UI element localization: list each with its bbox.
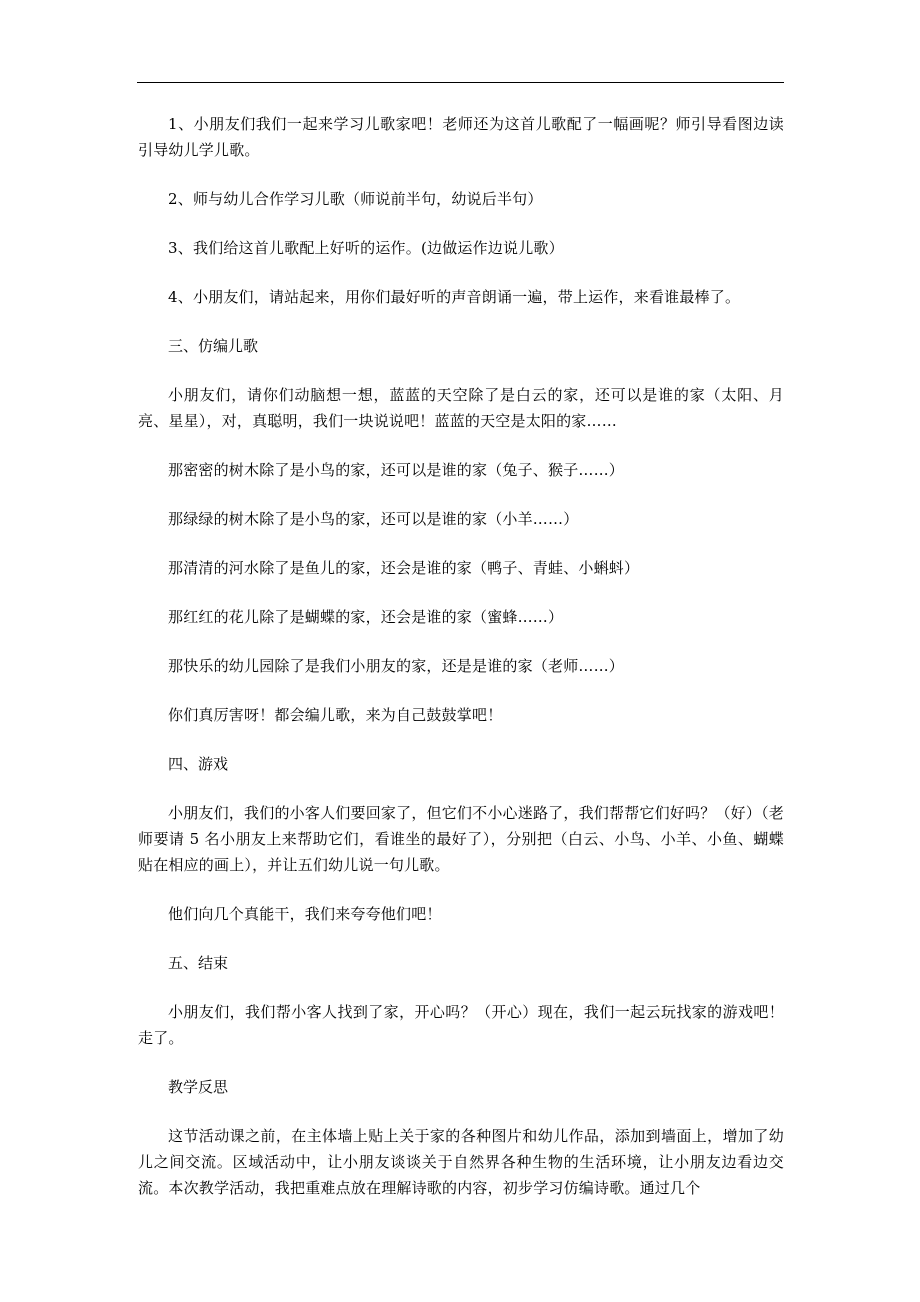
imitation-line-trees-dense: 那密密的树木除了是小鸟的家，还可以是谁的家（兔子、猴子……） bbox=[168, 461, 625, 479]
document-body bbox=[138, 111, 784, 1224]
imitation-line-trees-green: 那绿绿的树木除了是小鸟的家，还可以是谁的家（小羊……） bbox=[168, 510, 579, 528]
game-praise-paragraph: 他们向几个真能干，我们来夸夸他们吧！ bbox=[168, 905, 442, 923]
step-1-paragraph: 1、小朋友们我们一起来学习儿歌家吧！老师还为这首儿歌配了一幅画呢？师引导看图边读引导幼儿学儿歌。 bbox=[138, 115, 784, 159]
ending-paragraph: 小朋友们，我们帮小客人找到了家，开心吗？（开心）现在，我们一起云玩找家的游戏吧！走了。 bbox=[138, 1003, 784, 1047]
game-paragraph: 小朋友们，我们的小客人们要回家了，但它们不小心迷路了，我们帮帮它们好吗？（好）（老师要请 5 名小朋友上来帮助它们，看谁坐的最好了），分别把（白云、小鸟、小羊、小鱼、蝴蝶贴在相应的画上），并让五们幼儿说一句儿歌。 bbox=[138, 804, 784, 874]
imitation-line-river: 那清清的河水除了是鱼儿的家，还会是谁的家（鸭子、青蛙、小蝌蚪） bbox=[168, 559, 640, 577]
step-4-paragraph: 4、小朋友们，请站起来，用你们最好听的声音朗诵一遍，带上运作，来看谁最棒了。 bbox=[168, 288, 741, 306]
section-heading-5: 五、结束 bbox=[168, 954, 229, 972]
step-3-paragraph: 3、我们给这首儿歌配上好听的运作。(边做运作边说儿歌） bbox=[168, 239, 564, 257]
imitation-line-flowers: 那红红的花儿除了是蝴蝶的家，还会是谁的家（蜜蜂……） bbox=[168, 608, 564, 626]
header-rule bbox=[137, 82, 784, 83]
reflection-heading: 教学反思 bbox=[168, 1078, 229, 1096]
reflection-paragraph: 这节活动课之前，在主体墙上贴上关于家的各种图片和幼儿作品，添加到墙面上，增加了幼儿之间交流。区域活动中，让小朋友谈谈关于自然界各种生物的生活环境，让小朋友边看边交流。本次教学活动，我把重难点放在理解诗歌的内容，初步学习仿编诗歌。通过几个 bbox=[138, 1127, 784, 1197]
section-heading-4: 四、游戏 bbox=[168, 755, 229, 773]
step-2-paragraph: 2、师与幼儿合作学习儿歌（师说前半句，幼说后半句） bbox=[168, 190, 543, 208]
praise-paragraph: 你们真厉害呀！都会编儿歌，来为自己鼓鼓掌吧！ bbox=[168, 706, 503, 724]
imitation-line-kindergarten: 那快乐的幼儿园除了是我们小朋友的家，还是是谁的家（老师……） bbox=[168, 657, 625, 675]
imitation-intro-paragraph: 小朋友们，请你们动脑想一想，蓝蓝的天空除了是白云的家，还可以是谁的家（太阳、月亮、星星），对，真聪明，我们一块说说吧！蓝蓝的天空是太阳的家…… bbox=[138, 386, 784, 430]
section-heading-3: 三、仿编儿歌 bbox=[168, 337, 259, 355]
